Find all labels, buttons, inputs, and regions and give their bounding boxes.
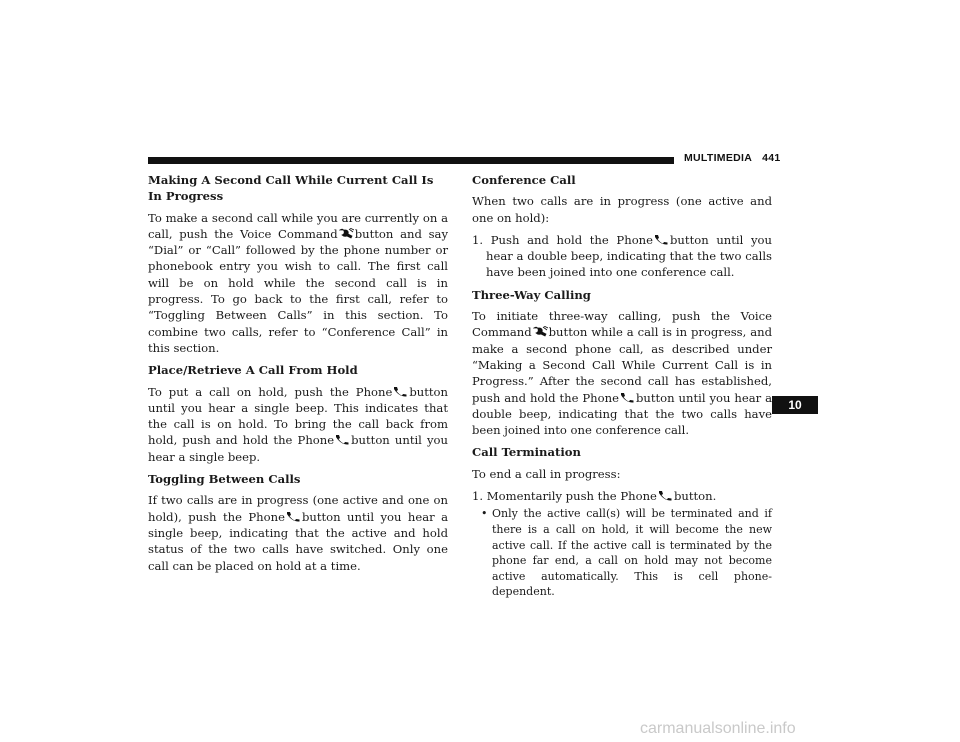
list-item — [472, 506, 772, 600]
phone-icon — [393, 386, 408, 397]
heading-toggling: Toggling Between Calls — [148, 472, 301, 487]
phone-icon — [654, 234, 669, 245]
paragraph-second-call — [148, 210, 448, 357]
phone-icon — [286, 511, 301, 522]
paragraph-termination: To end a call in progress: — [472, 466, 621, 481]
phone-icon — [335, 434, 350, 445]
text: To make a second call while you are currently on a call, push the Voice Command — [148, 210, 448, 241]
voice-command-icon — [339, 228, 354, 239]
text: button until you hear a single beep, indicating that the active and hold status of the two calls have switched. Only one call can be placed on hold at a time. — [148, 509, 448, 573]
heading-hold: Place/Retrieve A Call From Hold — [148, 363, 358, 378]
heading-conference: Conference Call — [472, 173, 576, 187]
paragraph-toggling — [148, 492, 448, 573]
text: 1. Push and hold the Phone — [472, 232, 654, 247]
page-number: 441 — [762, 152, 781, 164]
text: 1. Momentarily push the Phone — [472, 489, 657, 504]
text: Only the active call(s) will be terminated and if there is a call on hold, it will become the new active call. If the active call is terminated by the phone far end, a call on hold may not become active automatically. This is cell phone-dependent. — [492, 507, 772, 599]
step-conference — [472, 232, 772, 281]
text: button until you hear a double beep, indicating that the two calls have been joined into one conference call. — [486, 232, 773, 280]
step-termination — [472, 488, 772, 504]
section-name: MULTIMEDIA — [684, 152, 753, 164]
paragraph-hold — [148, 384, 448, 465]
text: button until you hear a single beep. — [148, 433, 449, 464]
running-header — [684, 152, 781, 164]
text: If two calls are in progress (one active and one on hold), push the Phone — [148, 493, 448, 524]
text: button. — [673, 489, 717, 504]
voice-command-icon — [533, 326, 548, 337]
text: button while a call is in progress, and make a second phone call, as described under “Making a Second Call While Current Call is in Progress.” After the second call has established, push and hold the Phone — [472, 325, 772, 405]
header-rule — [148, 157, 674, 164]
heading-second-call: Making A Second Call While Current Call Is In Progress — [148, 173, 434, 204]
text: button and say “Dial” or “Call” followed by the phone number or phonebook entry you wish to call. The first call will be on hold while the second call is in progress. To go back to the first call, refer to “Toggling Between Calls” in this section. To combine two calls, refer to “Conference Call” in this section. — [148, 226, 448, 355]
left-column — [148, 172, 448, 580]
paragraph-conference: When two calls are in progress (one active and one on hold): — [472, 194, 772, 225]
text: To initiate three-way calling, push the Voice Command — [472, 309, 772, 340]
chapter-tab: 10 — [772, 396, 818, 414]
bullet-list — [472, 506, 772, 600]
text: To put a call on hold, push the Phone — [148, 384, 393, 399]
heading-termination: Call Termination — [472, 445, 581, 460]
text: button until you hear a single beep. This indicates that the call is on hold. To bring the call back from hold, push and hold the Phone — [148, 384, 448, 448]
text: button until you hear a double beep, indicating that the two calls have been joined into one conference call. — [472, 390, 772, 438]
heading-three-way: Three-Way Calling — [472, 287, 591, 302]
phone-icon — [620, 392, 635, 403]
phone-icon — [658, 490, 673, 501]
paragraph-three-way — [472, 308, 772, 438]
right-column — [472, 172, 772, 600]
bullet-icon: • — [481, 507, 488, 521]
watermark: carmanualsonline.info — [640, 720, 796, 737]
